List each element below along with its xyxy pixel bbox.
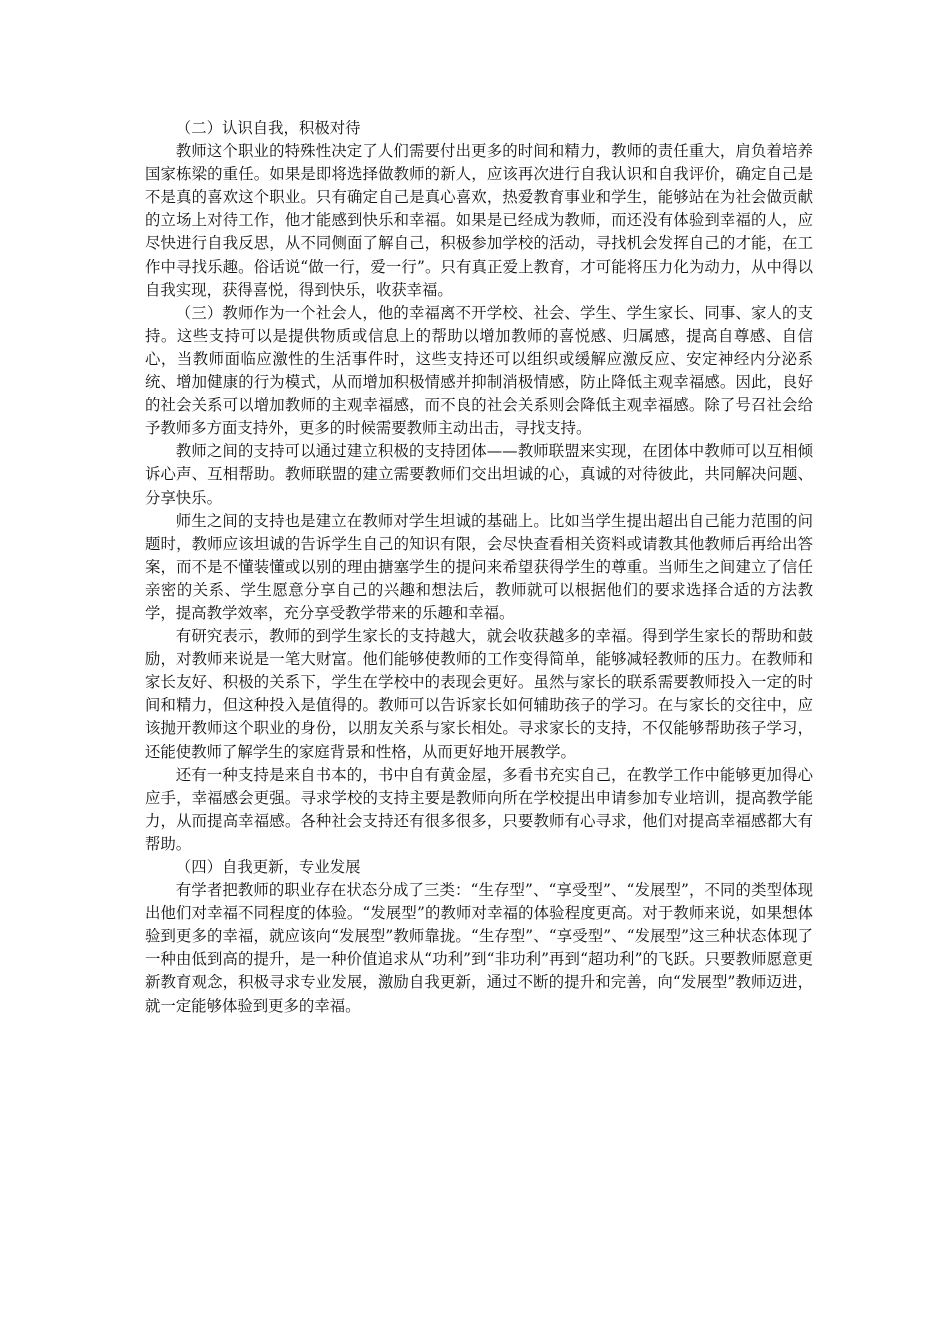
paragraph: 有学者把教师的职业存在状态分成了三类：“生存型”、“享受型”、“发展型”，不同的类型体现出他们对幸福不同程度的体验。“发展型”的教师对幸福的体验程度更高。对于教师来说，如果想体验到更多的幸福，就应该向“发展型”教师靠拢。“生存型”、“享受型”、“发展型”这三种状态体现了一种由低到高的提升，是一种价值追求从“功利”到“非功利”再到“超功利”的飞跃。只要教师愿意更新教育观念，积极寻求专业发展，激励自我更新，通过不断的提升和完善，向“发展型”教师迈进，就一定能够体验到更多的幸福。	[145, 881, 813, 1015]
paragraph: 教师之间的支持可以通过建立积极的支持团体——教师联盟来实现，在团体中教师可以互相倾诉心声、互相帮助。教师联盟的建立需要教师们交出坦诚的心，真诚的对待彼此，共同解决问题、分享快乐。	[145, 442, 813, 507]
section-heading-4: （四）自我更新，专业发展	[175, 858, 361, 876]
document-page	[145, 117, 813, 1018]
section-heading-2: （二）认识自我，积极对待	[175, 119, 361, 137]
paragraph: 师生之间的支持也是建立在教师对学生坦诚的基础上。比如当学生提出超出自己能力范围的问题时，教师应该坦诚的告诉学生自己的知识有限，会尽快查看相关资料或请教其他教师后再给出答案，而不是不懂装懂或以别的理由搪塞学生的提问来希望获得学生的尊重。当师生之间建立了信任亲密的关系、学生愿意分享自己的兴趣和想法后，教师就可以根据他们的要求选择合适的方法教学，提高教学效率，充分享受教学带来的乐趣和幸福。	[145, 511, 813, 622]
paragraph: （三）教师作为一个社会人，他的幸福离不开学校、社会、学生、学生家长、同事、家人的支持。这些支持可以是提供物质或信息上的帮助以增加教师的喜悦感、归属感，提高自尊感、自信心，当教师面临应激性的生活事件时，这些支持还可以组织或缓解应激反应、安定神经内分泌系统、增加健康的行为模式，从而增加积极情感并抑制消极情感，防止降低主观幸福感。因此，良好的社会关系可以增加教师的主观幸福感，而不良的社会关系则会降低主观幸福感。除了号召社会给予教师多方面支持外，更多的时候需要教师主动出击，寻找支持。	[145, 303, 813, 438]
paragraph: 还有一种支持是来自书本的，书中自有黄金屋，多看书充实自己，在教学工作中能够更加得心应手，幸福感会更强。寻求学校的支持主要是教师向所在学校提出申请参加专业培训，提高教学能力，从而提高幸福感。各种社会支持还有很多很多，只要教师有心寻求，他们对提高幸福感都大有帮助。	[145, 765, 813, 853]
paragraph: 有研究表示，教师的到学生家长的支持越大，就会收获越多的幸福。得到学生家长的帮助和鼓励，对教师来说是一笔大财富。他们能够使教师的工作变得简单，能够减轻教师的压力。在教师和家长友好、积极的关系下，学生在学校中的表现会更好。虽然与家长的联系需要教师投入一定的时间和精力，但这种投入是值得的。教师可以告诉家长如何辅助孩子的学习。在与家长的交往中，应该抛开教师这个职业的身份，以朋友关系与家长相处。寻求家长的支持，不仅能够帮助孩子学习，还能使教师了解学生的家庭背景和性格，从而更好地开展教学。	[145, 627, 813, 761]
paragraph: 教师这个职业的特殊性决定了人们需要付出更多的时间和精力，教师的责任重大，肩负着培养国家栋梁的重任。如果是即将选择做教师的新人，应该再次进行自我认识和自我评价，确定自己是不是真的喜欢这个职业。只有确定自己是真心喜欢，热爱教育事业和学生，能够站在为社会做贡献的立场上对待工作，他才能感到快乐和幸福。如果是已经成为教师，而还没有体验到幸福的人，应尽快进行自我反思，从不同侧面了解自己，积极参加学校的活动，寻找机会发挥自己的才能，在工作中寻找乐趣。俗话说“做一行，爱一行”。只有真正爱上教育，才可能将压力化为动力，从中得以自我实现，获得喜悦，得到快乐，收获幸福。	[145, 142, 813, 299]
